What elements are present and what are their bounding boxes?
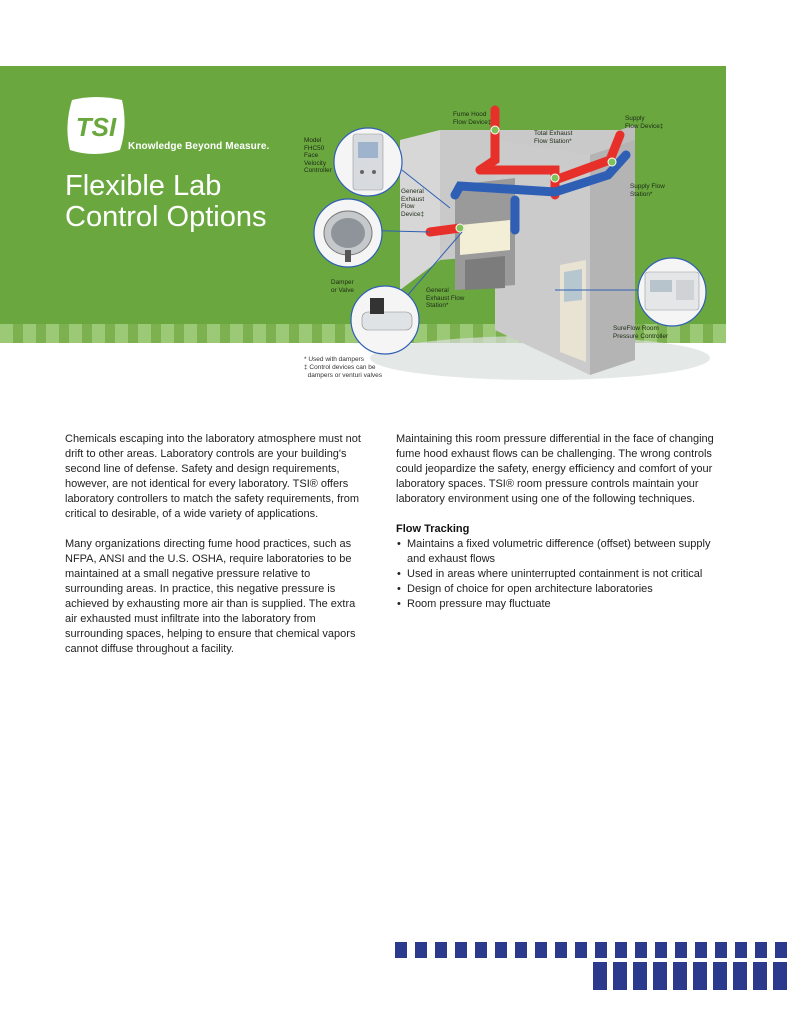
- tsi-logo: [64, 96, 128, 158]
- left-column: [65, 432, 365, 672]
- logo-registered: ®: [108, 144, 115, 154]
- title-line-2: Control Options: [65, 201, 267, 233]
- flow-tracking-list: [396, 537, 726, 612]
- tagline: Knowledge Beyond Measure.: [128, 141, 270, 152]
- right-column: [396, 432, 726, 612]
- list-item: • Room pressure may fluctuate: [396, 597, 726, 612]
- callout-damper: Damper or Valve: [331, 279, 354, 294]
- logo-text: TSI: [75, 112, 117, 142]
- general-exhaust-duct: [430, 228, 460, 232]
- title-line-1: Flexible Lab: [65, 170, 222, 202]
- footnote-3: dampers or venturi valves: [304, 372, 383, 379]
- callout-supply-flow-device: Supply Flow Device‡: [625, 115, 664, 130]
- right-intro: Maintaining this room pressure differential in the face of changing fume hood exhaust flows can be challenging. The wrong controls could jeopardize the safety, energy efficiency and comfort of your laboratory spaces. TSI® room pressure controls maintain your laboratory environment using one of the following techniques.: [396, 433, 714, 505]
- lab-diagram: [290, 100, 726, 390]
- list-item: • Used in areas where uninterrupted containment is not critical: [396, 567, 726, 582]
- left-paragraph-2: Many organizations directing fume hood practices, such as NFPA, ANSI and the U.S. OSHA, require laboratories to be maintained at a small negative pressure relative to surrounding areas. In practice, this negative pressure is achieved by exhausting more air than is supplied. The extra air exhausted must infiltrate into the laboratory from surrounding spaces, helping to ensure that chemical vapors cannot diffuse throughout a facility.: [65, 538, 356, 655]
- callout-fume-hood-flow-device: Fume Hood Flow Device‡: [453, 111, 492, 126]
- footnote-2: ‡ Control devices can be: [304, 364, 376, 371]
- left-paragraph-1: Chemicals escaping into the laboratory atmosphere must not drift to other areas. Laboratory controls are your building's second line of defense. Safety and design requirements, however, are not identical for every laboratory. TSI® offers laboratory controllers to match the safety requirements, from critical to desirable, of a wide variety of applications.: [65, 433, 361, 520]
- callout-fhc50: Model FHC50 Face Velocity Controller: [304, 137, 332, 175]
- footnote-1: * Used with dampers: [304, 356, 364, 363]
- page-title: [65, 171, 267, 233]
- list-item: • Maintains a fixed volumetric difference (offset) between supply and exhaust flows: [396, 537, 726, 567]
- footnotes: [304, 356, 382, 380]
- callout-supply-flow-station: Supply Flow Station*: [630, 183, 665, 198]
- flow-tracking-heading: Flow Tracking: [396, 523, 470, 535]
- callout-sureflow: SureFlow Room Pressure Controller: [613, 325, 669, 340]
- checker-pattern: [393, 940, 791, 1024]
- callout-general-exhaust-flow-device: General Exhaust Flow Device‡: [401, 188, 425, 218]
- callout-total-exhaust: Total Exhaust Flow Station*: [534, 130, 573, 145]
- list-item: • Design of choice for open architecture laboratories: [396, 582, 726, 597]
- callout-general-exhaust-flow-station: General Exhaust Flow Station*: [426, 287, 465, 310]
